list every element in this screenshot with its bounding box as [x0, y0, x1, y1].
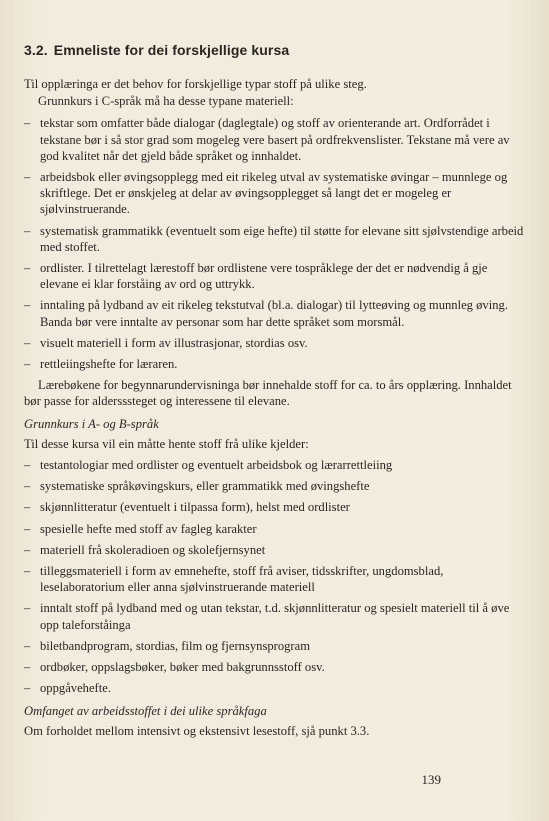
intro-line-1: Til opplæringa er det behov for forskjellige typar stoff på ulike steg.	[24, 77, 367, 91]
list-item: – tilleggsmateriell i form av emnehefte, stoff frå aviser, tidsskrifter, ungdomsblad, leselaboratorium eller anna sjølvinstruerande materiell	[24, 564, 444, 595]
list-item: – visuelt materiell i form av illustrasjonar, stordias osv.	[24, 335, 308, 350]
list-item: – oppgåvehefte.	[24, 681, 111, 696]
c-language-material-list	[24, 115, 525, 372]
list-item: – testantologiar med ordlister og eventuelt arbeidsbok og lærarrettleiing	[24, 458, 393, 473]
list-item: – skjønnlitteratur (eventuelt i tilpassa form), helst med ordlister	[24, 500, 350, 515]
list-item: – inntaling på lydband av eit rikeleg tekstutval (bl.a. dialogar) til lytteøving og munnleg øving. Banda bør vere inntalte av personar som har dette språket som morsmål.	[24, 298, 508, 329]
scope-subheading: Omfanget av arbeidsstoffet i dei ulike språkfaga	[24, 703, 267, 718]
list-item: – biletbandprogram, stordias, film og fjernsynsprogram	[24, 638, 311, 653]
list-item: – inntalt stoff på lydband med og utan tekstar, t.d. skjønnlitteratur og spesielt materiell til å øve opp taleforståinga	[24, 601, 510, 632]
list-item: – ordbøker, oppslagsbøker, bøker med bakgrunnsstoff osv.	[24, 660, 325, 675]
list-item: – spesielle hefte med stoff av fagleg karakter	[24, 521, 257, 536]
section-heading	[24, 42, 525, 58]
list-item: – arbeidsbok eller øvingsopplegg med eit rikeleg utval av systematiske øvingar – munnlege og skriftlege. Det er ønskjeleg at delar av øvingsopplegget så langt det er mogeleg er sjølvinstruerande.	[24, 170, 508, 217]
list-item: – systematisk grammatikk (eventuelt som eige hefte) til støtte for elevane sitt sjølvstendige arbeid med stoffet.	[24, 223, 524, 254]
ab-subheading: Grunnkurs i A- og B-språk	[24, 416, 159, 431]
ab-intro: Til desse kursa vil ein måtte hente stoff frå ulike kjelder:	[24, 436, 309, 451]
section-title: Emneliste for dei forskjellige kursa	[53, 42, 290, 58]
page-number: 139	[421, 772, 441, 787]
list-item: – materiell frå skoleradioen og skolefjernsynet	[24, 542, 266, 557]
intro-line-2: Grunnkurs i C-språk må ha desse typane materiell:	[38, 94, 294, 109]
list-item: – rettleiingshefte for læraren.	[24, 357, 178, 372]
section-number: 3.2.	[24, 42, 48, 58]
beginner-paragraph: Lærebøkene for begynnarundervisninga bør innehalde stoff for ca. to års opplæring. Innhaldet bør passe for aldersssteget og interessene til elevane.	[24, 378, 512, 409]
list-item: – tekstar som omfatter både dialogar (daglegtale) og stoff av orienterande art. Ordforrådet i tekstane bør i så stor grad som mogeleg vere basert på ordfrekvenslister. Tekstane må vere av god kvalitet når det gjeld både språket og innhaldet.	[24, 116, 510, 163]
ab-language-material-list	[24, 457, 525, 696]
list-item: – ordlister. I tilrettelagt lærestoff bør ordlistene vere tospråklege der det er nødvendig å gje elevane ei klar forståing av ord og uttrykk.	[24, 261, 488, 292]
scope-text: Om forholdet mellom intensivt og ekstensivt lesestoff, sjå punkt 3.3.	[24, 723, 370, 738]
list-item: – systematiske språkøvingskurs, eller grammatikk med øvingshefte	[24, 479, 370, 494]
